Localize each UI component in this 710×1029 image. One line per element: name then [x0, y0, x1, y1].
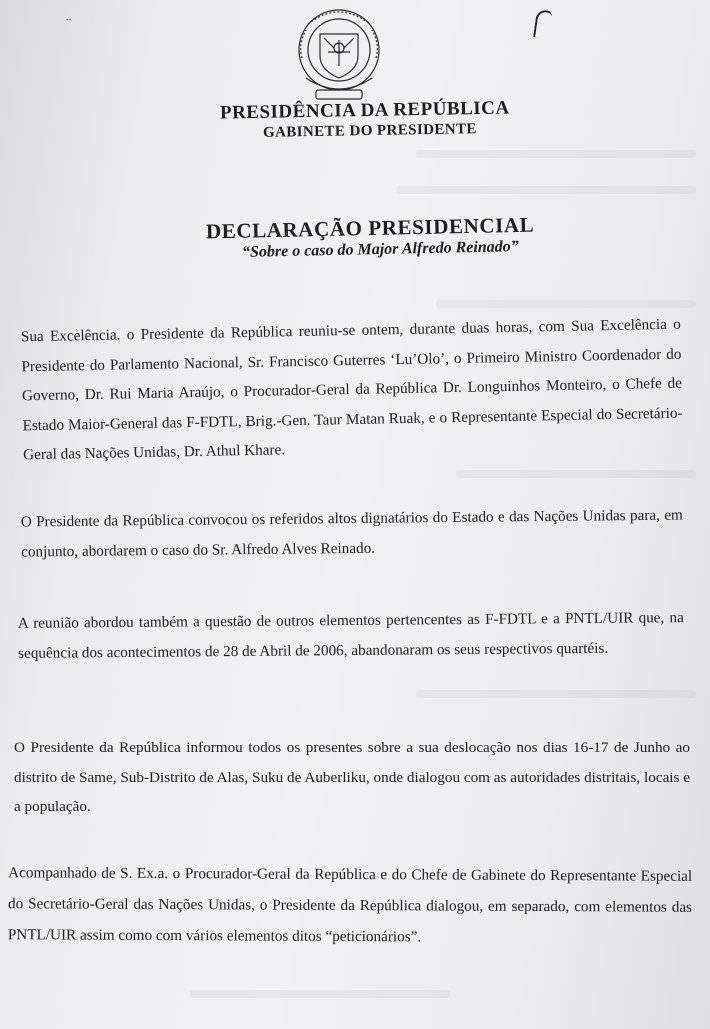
paragraph: O Presidente da República convocou os referidos altos dignatários do Estado e das Nações Unidas para, em conjunto, abordarem o caso do Sr. Alfredo Alves Reinado. [20, 506, 683, 560]
bleed-through [416, 150, 696, 158]
paragraph: A reunião abordou também a questão de outros elementos pertencentes as F-FDTL e a PNTL/UIR que, na sequência dos acontecimentos de 28 de Abril de 2006, abandonaram os seus respectivos quartéis. [17, 609, 684, 662]
bleed-through [456, 470, 696, 478]
bleed-through [190, 990, 450, 998]
bleed-through [396, 186, 696, 194]
letterhead-subtitle: GABINETE DO PRESIDENTE [262, 121, 478, 141]
paragraph: Acompanhado de S. Ex.a. o Procurador-Geral da República e do Chefe de Gabinete do Representante Especial do Secretário-Geral das Nações Unidas, o Presidente da República dialogou, em separado, com elementos das PNTL/UIR assim como com vários elementos ditos “peticionários”. [7, 864, 693, 946]
letterhead-title: PRESIDÊNCIA DA REPÚBLICA [219, 97, 510, 124]
coat-of-arms-seal-icon [286, 4, 392, 108]
stray-mark: ¨ [66, 16, 72, 33]
declaration-title: DECLARAÇÃO PRESIDENCIAL [205, 212, 535, 244]
paragraph: O Presidente da República informou todos os presentes sobre a sua deslocação nos dias 16-17 de Junho ao distrito de Same, Sub-Distrito de Alas, Suku de Auberliku, onde dialogou com as autoridades distritais, locais e a população. [14, 739, 690, 815]
declaration-heading [0, 212, 710, 261]
pen-stroke [533, 9, 553, 39]
bleed-through [416, 690, 696, 698]
declaration-subtitle: “Sobre o caso do Major Alfredo Reinado” [241, 238, 519, 261]
letterhead [0, 97, 710, 141]
paragraph: Sua Excelência. o Presidente da República reuniu-se ontem, durante duas horas, com Sua Excelência o Presidente do Parlamento Nacional, Sr. Francisco Guterres ‘Lu’Olo’, o Primeiro Ministro Coordenador do Governo, Dr. Rui Maria Araújo, o Procurador-Geral da República Dr. Longuinhos Monteiro, o Chefe de Estado Maior-General das F-FDTL, Brig.-Gen. Taur Matan Ruak, e o Representante Especial do Secretário-Geral das Nações Unidas, Dr. Athul Khare. [20, 315, 683, 464]
bleed-through [436, 300, 696, 308]
